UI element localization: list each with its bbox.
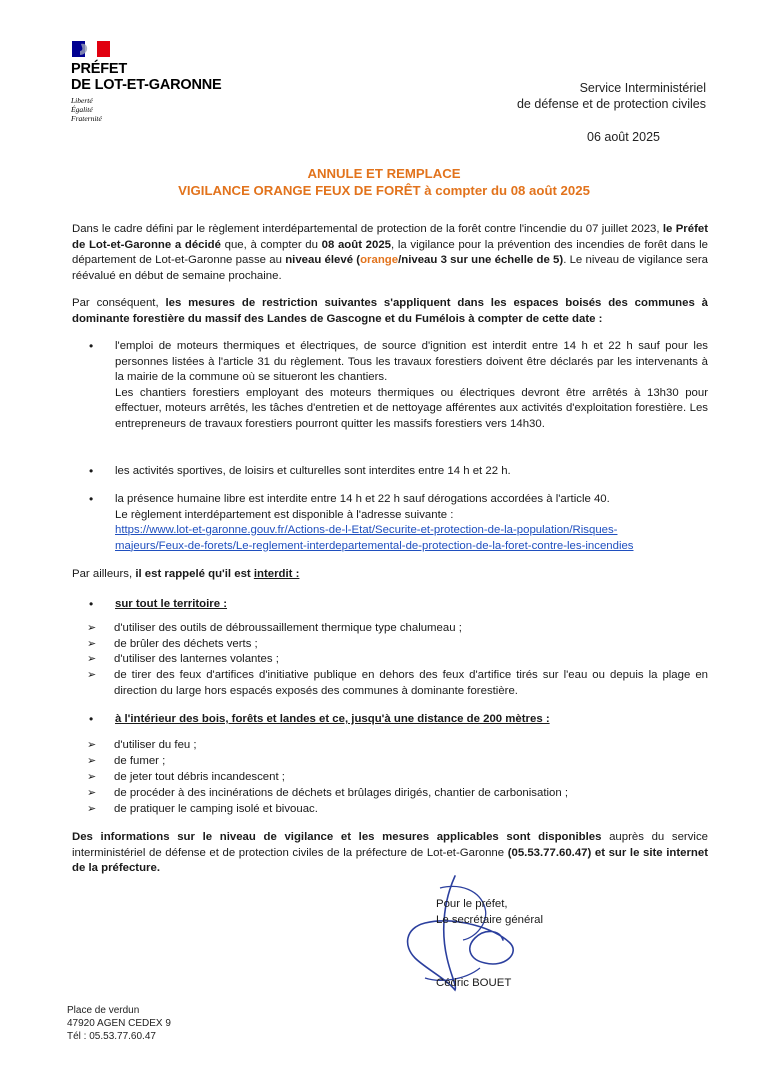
footer-line-1: Place de verdun [67, 1005, 140, 1016]
footer-line-2: 47920 AGEN CEDEX 9 [67, 1018, 171, 1029]
service-line-2: de défense et de protection civiles [516, 97, 706, 111]
motto-liberte: Liberté [71, 96, 93, 105]
bullet-dot: • [89, 712, 94, 726]
marianne-flag-logo [72, 41, 110, 57]
consequence-paragraph [72, 296, 708, 327]
woods-item: d'utiliser du feu ; [114, 739, 197, 751]
arrow-bullet-icon: ➢ [87, 739, 97, 751]
orange-word: orange [360, 254, 399, 266]
woods-item: de pratiquer le camping isolé et bivouac. [114, 803, 318, 815]
document-title [0, 165, 768, 199]
intro-text-2: que, à compter du [224, 238, 318, 251]
measure-activities: les activités sportives, de loisirs et culturelles sont interdites entre 14 h et 22 h. [115, 465, 511, 477]
territory-item: d'utiliser des outils de débroussaillement thermique type chalumeau ; [114, 622, 462, 634]
arrow-bullet-icon: ➢ [87, 771, 97, 783]
measure-engines-text: l'emploi de moteurs thermiques et électriques, de source d'ignition est interdit entre 14 h et 22 h sauf pour les personnes listées à l'article 31 du règlement. Tous les travaux forestiers doivent être déclarés par les intervenants à la mairie de la commune où se situeront les chantiers. [115, 340, 708, 383]
intro-text-1: Dans le cadre défini par le règlement interdépartemental de protection de la forêt contre l'incendie du 07 juillet 2023, [72, 223, 660, 235]
prefet-logo-text [71, 61, 221, 93]
arrow-bullet-icon: ➢ [87, 669, 97, 681]
signature-for: Pour le préfet, [436, 898, 508, 910]
logo-line-1: PRÉFET [71, 61, 127, 77]
reglement-intro: Le règlement interdépartement est disponible à l'adresse suivante : [115, 508, 454, 521]
reglement-link-line-1[interactable]: https://www.lot-et-garonne.gouv.fr/Actions-de-l-Etat/Securite-et-protection-de-la-population/Risques- [115, 524, 618, 536]
signature-role: Le secrétaire général [436, 914, 544, 926]
woods-heading: à l'intérieur des bois, forêts et landes et ce, jusqu'à une distance de 200 mètres : [115, 713, 550, 725]
measure-presence [115, 492, 708, 554]
measure-engines [115, 339, 708, 432]
footer-address [67, 1004, 171, 1043]
arrow-bullet-icon: ➢ [87, 622, 97, 634]
measure-presence-text: la présence humaine libre est interdite entre 14 h et 22 h sauf dérogations accordées à l'article 40. [115, 493, 610, 505]
consequence-lead: Par conséquent, [72, 297, 159, 309]
woods-item: de procéder à des incinérations de déchets et brûlages dirigés, chantier de carbonisation ; [114, 787, 569, 799]
bullet-dot: • [89, 492, 94, 506]
document-date: 06 août 2025 [587, 130, 660, 144]
republic-motto [71, 96, 102, 123]
arrow-bullet-icon: ➢ [87, 787, 97, 799]
bullet-dot: • [89, 464, 94, 478]
title-line-1: ANNULE ET REMPLACE [307, 166, 461, 181]
consequence-bold: les mesures de restriction suivantes s'appliquent dans les espaces boisés des communes à dominante forestière du massif des Landes de Gascogne et du Fumélois à compter de cette date : [72, 297, 708, 325]
info-bold-1: Des informations sur le niveau de vigilance et les mesures applicables sont disponibles [72, 831, 602, 843]
arrow-bullet-icon: ➢ [87, 653, 97, 665]
intro-scale: /niveau 3 sur une échelle de 5) [398, 254, 564, 266]
territory-item: d'utiliser des lanternes volantes ; [114, 653, 279, 665]
reminder-bold: il est rappelé qu'il est [135, 568, 251, 580]
bullet-dot: • [89, 597, 94, 611]
reglement-link-line-2[interactable]: majeurs/Feux-de-forets/Le-reglement-interdepartemental-de-protection-de-la-foret-contre-les-incendies [115, 539, 634, 552]
reminder-interdit: interdit : [253, 568, 300, 580]
motto-fraternite: Fraternité [71, 114, 102, 123]
reminder-lead: Par ailleurs, [72, 568, 133, 580]
arrow-bullet-icon: ➢ [87, 638, 97, 650]
signatory-name: Cédric BOUET [436, 977, 512, 989]
arrow-bullet-icon: ➢ [87, 803, 97, 815]
territory-item: de tirer des feux d'artifices d'initiative publique en dehors des feux d'artifice tirés sur l'eau ou depuis la plage en direction du large hors espacés exposés des communes à dominante forestière. [114, 669, 708, 697]
intro-text-3: , la vigilance pour la prévention des incendies de forêt dans le département de Lot-et-Garonne passe au [72, 238, 709, 266]
footer-line-3: Tél : 05.53.77.60.47 [67, 1031, 156, 1042]
service-heading [517, 80, 706, 112]
measure-sites-text: Les chantiers forestiers employant des moteurs thermiques ou électriques devront être arrêtés à 13h30 pour effectuer, moteurs arrêtés, les tâches d'entretien et de nettoyage afférentes aux activités d'exploitation forestière. Les entrepreneurs de travaux forestiers pourront quitter les massifs forestiers vers 14h30. [115, 386, 708, 430]
bullet-dot: • [89, 339, 94, 353]
motto-egalite: Égalité [71, 105, 93, 114]
woods-item: de jeter tout débris incandescent ; [114, 771, 285, 783]
intro-level: niveau élevé ( [285, 254, 361, 266]
service-line-1: Service Interministériel [579, 81, 706, 95]
reminder-paragraph [72, 567, 708, 583]
arrow-bullet-icon: ➢ [87, 755, 97, 767]
info-bold-2: (05.53.77.60.47) et sur le site internet de la préfecture. [72, 846, 708, 874]
woods-item: de fumer ; [114, 755, 166, 767]
logo-line-2: DE LOT-ET-GARONNE [71, 77, 222, 93]
territory-heading: sur tout le territoire : [115, 598, 228, 610]
info-text: auprès du service interministériel de défense et de protection civiles de la préfecture de Lot-et-Garonne [72, 831, 708, 859]
intro-text-5: . Le niveau de vigilance sera réévalué en début de semaine prochaine. [72, 254, 708, 282]
intro-paragraph [72, 222, 708, 284]
intro-date: 08 août 2025 [321, 238, 392, 251]
intro-bold-1: le Préfet de Lot-et-Garonne a décidé [72, 223, 708, 251]
title-line-2: VIGILANCE ORANGE FEUX DE FORÊT à compter du 08 août 2025 [178, 183, 590, 198]
territory-item: de brûler des déchets verts ; [114, 638, 258, 650]
